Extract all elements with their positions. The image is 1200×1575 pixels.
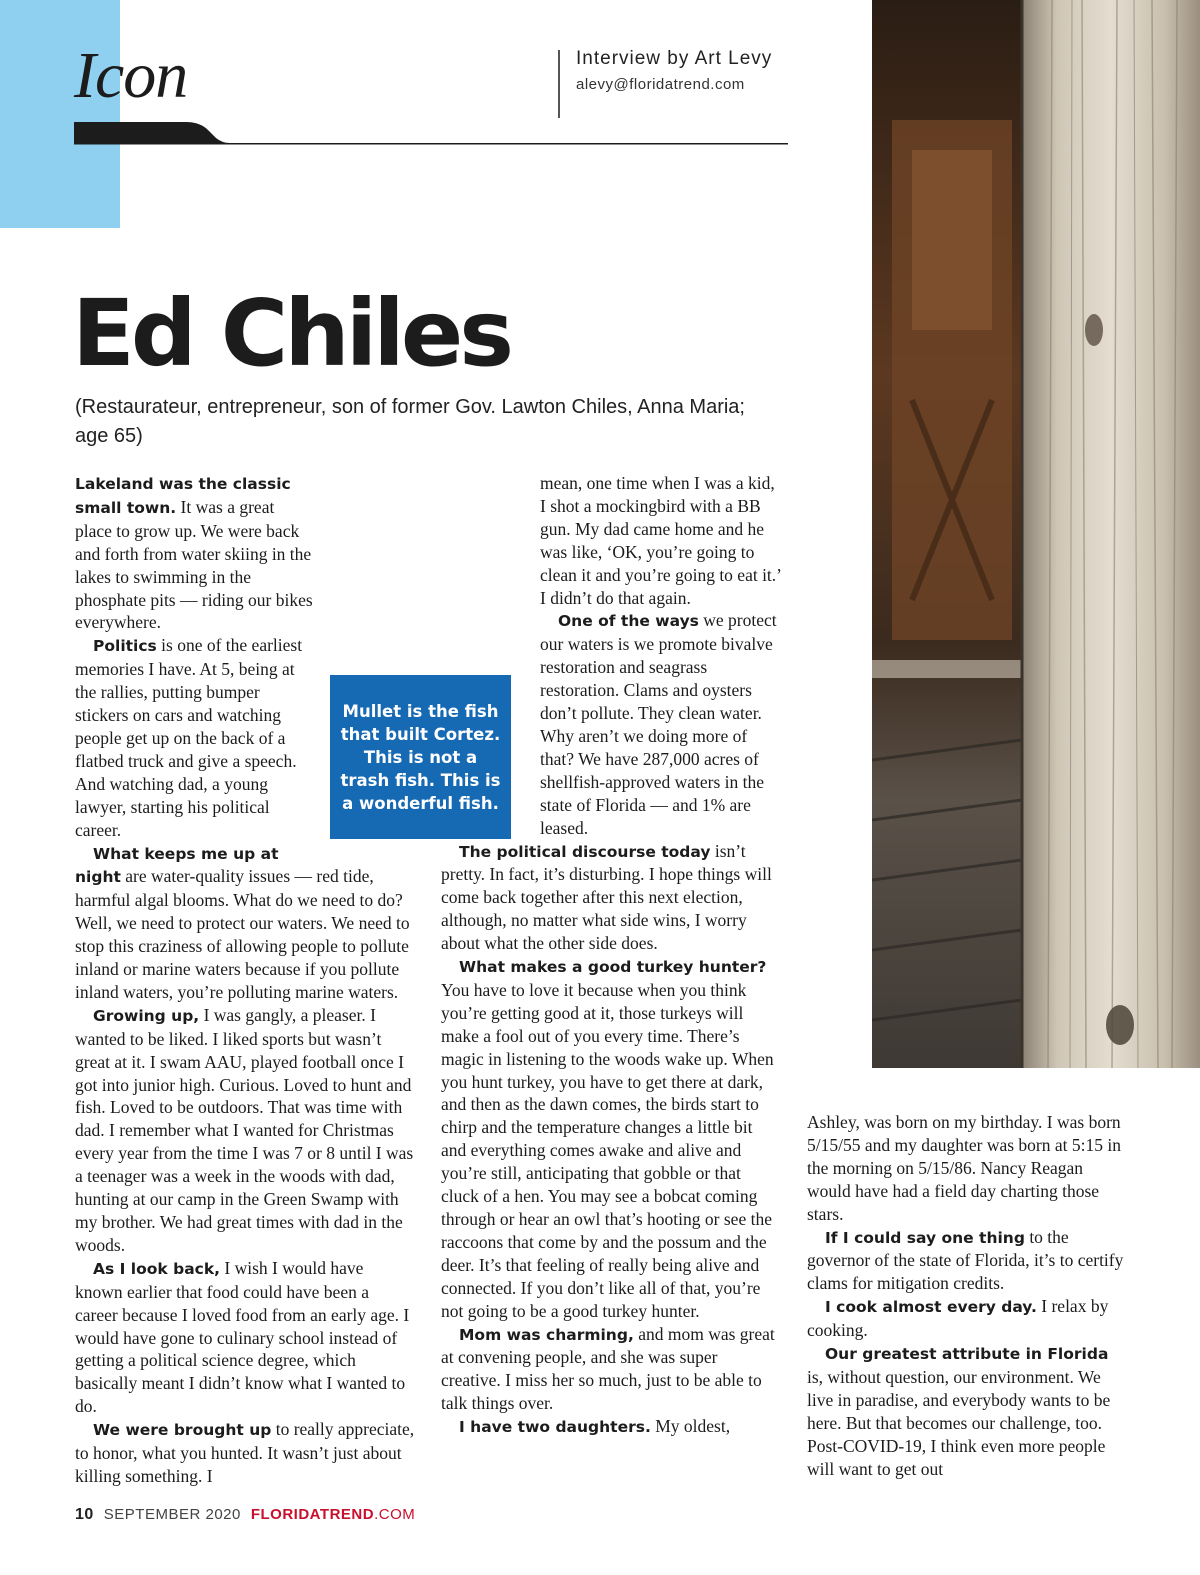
lead-in: Lakeland was the classic small town. — [75, 475, 291, 517]
paragraph-text: is one of the earliest memories I have. At 5, being at the rallies, putting bumper stickers on cars and watching people get up on the back of a flatbed truck and give a speech. And watching dad, a young lawyer, starting his political career. — [75, 635, 303, 840]
paragraph: mean, one time when I was a kid, I shot a mockingbird with a BB gun. My dad came home and he was like, ‘OK, you’re going to clean it and you’re going to eat it.’ I didn’t do that again. — [540, 473, 781, 608]
lead-in: The political discourse today — [459, 842, 711, 861]
column-2 — [441, 472, 781, 1439]
site-brand: FLORIDATREND — [250, 1506, 375, 1523]
lead-in: Politics — [93, 637, 157, 656]
paragraph-text: we protect our waters is we promote bivalve restoration and seagrass restoration. Clams and oysters don’t pollute. They clean water. Why aren’t we doing more of that? We have 287,000 acres of shellfish-approved waters in the state of Florida — and 1% are leased. — [540, 610, 777, 838]
paragraph-text: My oldest, — [650, 1416, 731, 1437]
subtitle: (Restaurateur, entrepreneur, son of former Gov. Lawton Chiles, Anna Maria; age 65) — [75, 396, 745, 447]
section-rule — [74, 122, 788, 146]
paragraph — [75, 472, 415, 634]
pull-quote — [330, 675, 511, 839]
paragraph: Ashley, was born on my birthday. I was born 5/15/55 and my daughter was born at 5:15 in the morning on 5/15/86. Nancy Reagan would have had a field day charting those stars. — [807, 1112, 1121, 1224]
paragraph — [807, 1226, 1127, 1296]
paragraph-text: You have to love it because when you think you’re getting good at it, those turkeys will make a fool out of you every time. There’s magic in listening to the woods wake up. When you hunt turkey, you have to get there at dark, and then as the dawn comes, the birds start to chirp and the temperature changes a little bit and everything comes awake and alive and you’re still, anticipating that gobble or that cluck of a hen. You may see a bobcat coming through or hear an owl that’s hooting or see the raccoons that come by and the possum and the deer. It’s that feeling of really being alive and connected. If you don’t like all of that, you’re not going to be a good turkey hunter. — [441, 979, 774, 1321]
paragraph-text: I relax by cooking. — [807, 1296, 1109, 1341]
lead-in: Our greatest attribute in Florida — [825, 1345, 1109, 1364]
lead-in: We were brought up — [93, 1421, 272, 1440]
lead-in: What keeps me up at night — [75, 844, 279, 887]
paragraph-text: I wish I would have known earlier that food could have been a career because I loved food from an early age. I would have gone to culinary school instead of getting a political science degree, which basically meant I didn’t know what I wanted to do. — [75, 1257, 410, 1417]
lead-in: What makes a good turkey hunter? — [459, 958, 767, 977]
page-footer — [75, 1506, 415, 1524]
paragraph-text: and mom was great at convening people, and she was super creative. I miss her so much, just to be able to talk things over. — [441, 1323, 775, 1414]
issue-date: SEPTEMBER 2020 — [103, 1506, 241, 1523]
lead-in: I cook almost every day. — [825, 1298, 1037, 1317]
byline-divider — [558, 50, 560, 118]
paragraph — [441, 840, 781, 956]
author-email: alevy@floridatrend.com — [576, 76, 745, 93]
paragraph-text: is, without question, our environment. We live in paradise, and everybody wants to be here. But that becomes our challenge, too. Post-COVID-19, I think even more people will want to get out — [807, 1366, 1111, 1479]
column-3 — [807, 1111, 1127, 1481]
portrait-photo — [872, 0, 1200, 1068]
paragraph — [75, 1418, 415, 1488]
paragraph — [807, 1295, 1127, 1342]
byline: Interview by Art Levy — [576, 48, 773, 69]
paragraph — [75, 842, 415, 1004]
lead-in: I have two daughters. — [459, 1418, 651, 1437]
paragraph — [441, 1415, 781, 1439]
pull-quote-text: Mullet is the fish that built Cortez. This is not a trash fish. This is a wonderful fish. — [340, 701, 501, 813]
page-number: 10 — [75, 1506, 94, 1523]
paragraph-text: are water-quality issues — red tide, harmful algal blooms. What do we need to do? Well, we need to protect our waters. We need to stop this craziness of allowing people to pollute inland or marine waters because if you pollute inland waters, you’re polluting marine waters. — [75, 866, 410, 1002]
paragraph-text: isn’t pretty. In fact, it’s disturbing. I hope things will come back together after this next election, although, no matter what side wins, I worry about what the other side does. — [441, 840, 772, 954]
paragraph — [441, 1323, 781, 1416]
paragraph-text: It was a great place to grow up. We were back and forth from water skiing in the lakes to swimming in the phosphate pits — riding our bikes everywhere. — [75, 496, 313, 633]
lead-in: Mom was charming, — [459, 1325, 634, 1344]
section-label: Icon — [74, 39, 188, 112]
paragraph — [807, 1342, 1127, 1480]
paragraph — [441, 955, 781, 1323]
column-1 — [75, 472, 415, 1488]
paragraph-text: I was gangly, a pleaser. I wanted to be liked. I liked sports but wasn’t great at it. I swam AAU, played football once I got into junior high. Curious. Loved to hunt and fish. Loved to be outdoors. That was time with dad. I remember what I wanted for Christmas every year from the time I was 7 or 8 until I was a teenager was a week in the woods with dad, hunting at our camp in the Green Swamp with my brother. We had great times with dad in the woods. — [75, 1004, 414, 1255]
headline: Ed Chiles — [72, 280, 510, 387]
accent-block — [0, 0, 120, 228]
lead-in: One of the ways — [558, 612, 699, 631]
paragraph-text: to really appreciate, to honor, what you hunted. It wasn’t just about killing something. I — [75, 1419, 415, 1486]
lead-in: Growing up, — [93, 1006, 200, 1025]
paragraph — [75, 1257, 415, 1418]
paragraph — [75, 1004, 415, 1257]
lead-in: As I look back, — [93, 1259, 221, 1278]
site-domain: .COM — [374, 1506, 416, 1523]
lead-in: If I could say one thing — [825, 1228, 1025, 1247]
paragraph-text: to the governor of the state of Florida, it’s to certify clams for mitigation credits. — [807, 1226, 1124, 1294]
